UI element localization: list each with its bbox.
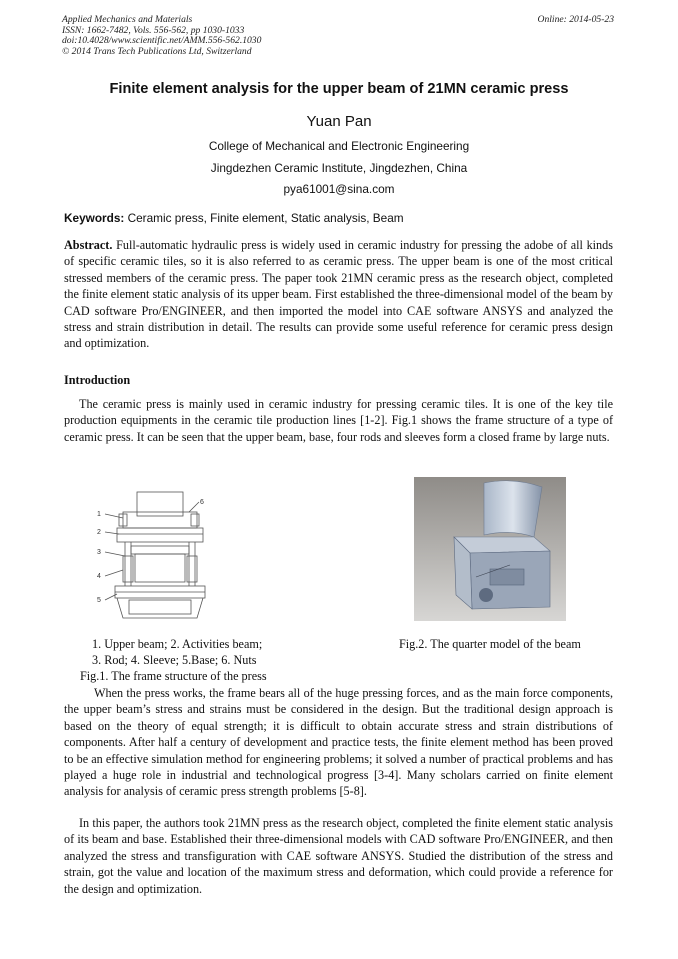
affiliation-college: College of Mechanical and Electronic Engineering — [208, 139, 470, 153]
introduction-heading: Introduction — [64, 373, 131, 387]
header-left — [62, 15, 261, 57]
fig1-label-2: 2 — [97, 529, 101, 536]
intro-paragraph-2: When the press works, the frame bears all of the huge pressing forces, and as the main force components, the upper beam’s stress and strains must be considered in the design. But the traditional design approach is based on the theory of equal strength; it is difficult to obtain accurate stress and strain distributions of components. After half a century of development and practice tests, the finite element method has been proved to be an effective simulation method for engineering problems; it solved a number of practical problems and has played a huge role in industrial and technological progress [3-4]. Many scholars carried on finite element analysis for analysis of ceramic press strength problems [5-8]. — [64, 686, 613, 799]
fig1-label-5: 5 — [97, 597, 101, 604]
intro-paragraph-1: The ceramic press is mainly used in ceramic industry for pressing ceramic tiles. It is one of the key tile production equipments in the ceramic tile production lines [1-2]. Fig.1 shows the frame structure of a type of ceramic press. It can be seen that the upper beam, base, four rods and sleeves form a closed frame by large nuts. — [64, 397, 613, 444]
keywords-text: Ceramic press, Finite element, Static analysis, Beam — [124, 211, 404, 225]
copyright-line: © 2014 Trans Tech Publications Ltd, Switzerland — [62, 45, 252, 57]
figure-2-quarter-model-render — [414, 477, 566, 621]
keywords-label: Keywords: — [64, 211, 125, 225]
author-email: pya61001@sina.com — [283, 182, 395, 196]
issn-line: ISSN: 1662-7482, Vols. 556-562, pp 1030-1033 — [62, 24, 245, 36]
abstract — [64, 237, 613, 352]
doi-line: doi:10.4028/www.scientific.net/AMM.556-562.1030 — [62, 35, 262, 47]
figure-1-caption-line-1: 1. Upper beam; 2. Activities beam; — [92, 637, 263, 651]
author-name: Yuan Pan — [306, 113, 372, 130]
fig1-label-6: 6 — [200, 499, 204, 506]
fig1-label-3: 3 — [97, 549, 101, 556]
figure-2-caption: Fig.2. The quarter model of the beam — [399, 637, 581, 651]
journal-name: Applied Mechanics and Materials — [62, 14, 193, 25]
intro-paragraph-3: In this paper, the authors took 21MN press as the research object, completed the finite element static analysis of its beam and base. Established their three-dimensional models with CAD software Pro/ENGINEER, and then analyzed the stress and transfiguration with CAE software ANSYS. Studied the distribution of the stress and strain, got the value and location of the maximum stress and deformation, which could provide a reference for the design and optimization. — [64, 816, 613, 896]
abstract-text: Full-automatic hydraulic press is widely used in ceramic industry for pressing the adobe of all kinds of specific ceramic tiles, so it is also referred to as ceramic press. The upper beam is one of the most critical stressed members of the ceramic press. The paper took 21MN ceramic press as the research object, completed the finite element static analysis of its upper beam. First established the three-dimensional model of the beam by CAD software Pro/ENGINEER, and then imported the model into CAE software ANSYS and analyzed the stress and strain distribution in detail. The results can provide some useful reference for ceramic press design and optimization. — [64, 238, 613, 351]
online-date: Online: 2014-05-23 — [537, 14, 614, 25]
keywords — [64, 211, 404, 225]
figure-1-caption-line-2: 3. Rod; 4. Sleeve; 5.Base; 6. Nuts — [92, 653, 257, 667]
fig1-label-4: 4 — [97, 573, 101, 580]
paper-title: Finite element analysis for the upper beam of 21MN ceramic press — [109, 81, 569, 97]
affiliation-institute: Jingdezhen Ceramic Institute, Jingdezhen, China — [210, 161, 468, 175]
figure-1-caption-line-3: Fig.1. The frame structure of the press — [80, 669, 267, 683]
abstract-label: Abstract. — [64, 238, 113, 252]
figure-1-frame-drawing — [95, 490, 210, 630]
fig1-label-1: 1 — [97, 511, 101, 518]
